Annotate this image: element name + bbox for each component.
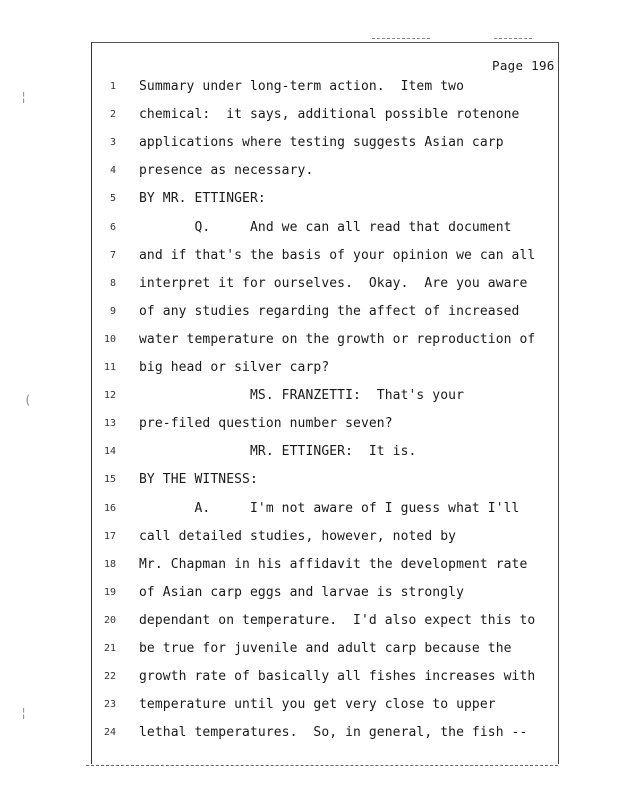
margin-mark: ¦ [20,90,28,104]
line-number: 19 [103,587,116,598]
line-number: 14 [103,446,116,457]
line-text: call detailed studies, however, noted by [139,529,457,544]
line-text: lethal temperatures. So, in general, the fish -- [139,725,528,740]
line-number: 1 [109,81,116,92]
line-number: 2 [109,109,116,120]
margin-mark: ¦ [20,706,28,720]
line-text: water temperature on the growth or reproduction of [139,332,536,347]
line-number: 11 [103,362,116,373]
line-text: presence as necessary. [139,163,314,178]
line-text: chemical: it says, additional possible rotenone [139,107,520,122]
line-text: A. I'm not aware of I guess what I'll [139,501,520,516]
line-text: temperature until you get very close to upper [139,697,496,712]
line-number: 24 [103,727,116,738]
line-number: 13 [103,418,116,429]
line-number: 10 [103,334,116,345]
line-text: MS. FRANZETTI: That's your [139,388,464,403]
line-text: Q. And we can all read that document [139,220,512,235]
line-number: 18 [103,559,116,570]
line-text: BY THE WITNESS: [139,472,258,487]
line-text: be true for juvenile and adult carp because the [139,641,512,656]
line-text: big head or silver carp? [139,360,330,375]
line-number: 15 [103,474,116,485]
line-number: 5 [109,193,116,204]
line-number: 8 [109,278,116,289]
line-text: pre-filed question number seven? [139,416,393,431]
line-text: Mr. Chapman in his affidavit the development rate [139,557,528,572]
scan-artifact-top [494,38,532,39]
line-text: Summary under long-term action. Item two [139,79,464,94]
scan-artifact-top [372,38,430,39]
line-number: 6 [109,222,116,233]
line-number: 7 [109,250,116,261]
page-bottom-rule [86,765,558,766]
line-number: 22 [103,671,116,682]
line-number: 20 [103,615,116,626]
line-number: 12 [103,390,116,401]
line-text: of Asian carp eggs and larvae is strongly [139,585,464,600]
line-text: BY MR. ETTINGER: [139,191,266,206]
margin-mark: ( [24,393,32,407]
line-number: 9 [109,306,116,317]
line-text: applications where testing suggests Asian carp [139,135,504,150]
line-number: 23 [103,699,116,710]
line-number: 16 [103,503,116,514]
page-number: Page 196 [492,58,555,73]
line-text: growth rate of basically all fishes increases with [139,669,536,684]
line-number: 3 [109,137,116,148]
line-text: MR. ETTINGER: It is. [139,444,417,459]
line-number: 4 [109,165,116,176]
line-text: of any studies regarding the affect of increased [139,304,520,319]
line-number: 21 [103,643,116,654]
line-number: 17 [103,531,116,542]
line-text: and if that's the basis of your opinion we can all [139,248,536,263]
line-text: dependant on temperature. I'd also expect this to [139,613,536,628]
line-text: interpret it for ourselves. Okay. Are you aware [139,276,528,291]
